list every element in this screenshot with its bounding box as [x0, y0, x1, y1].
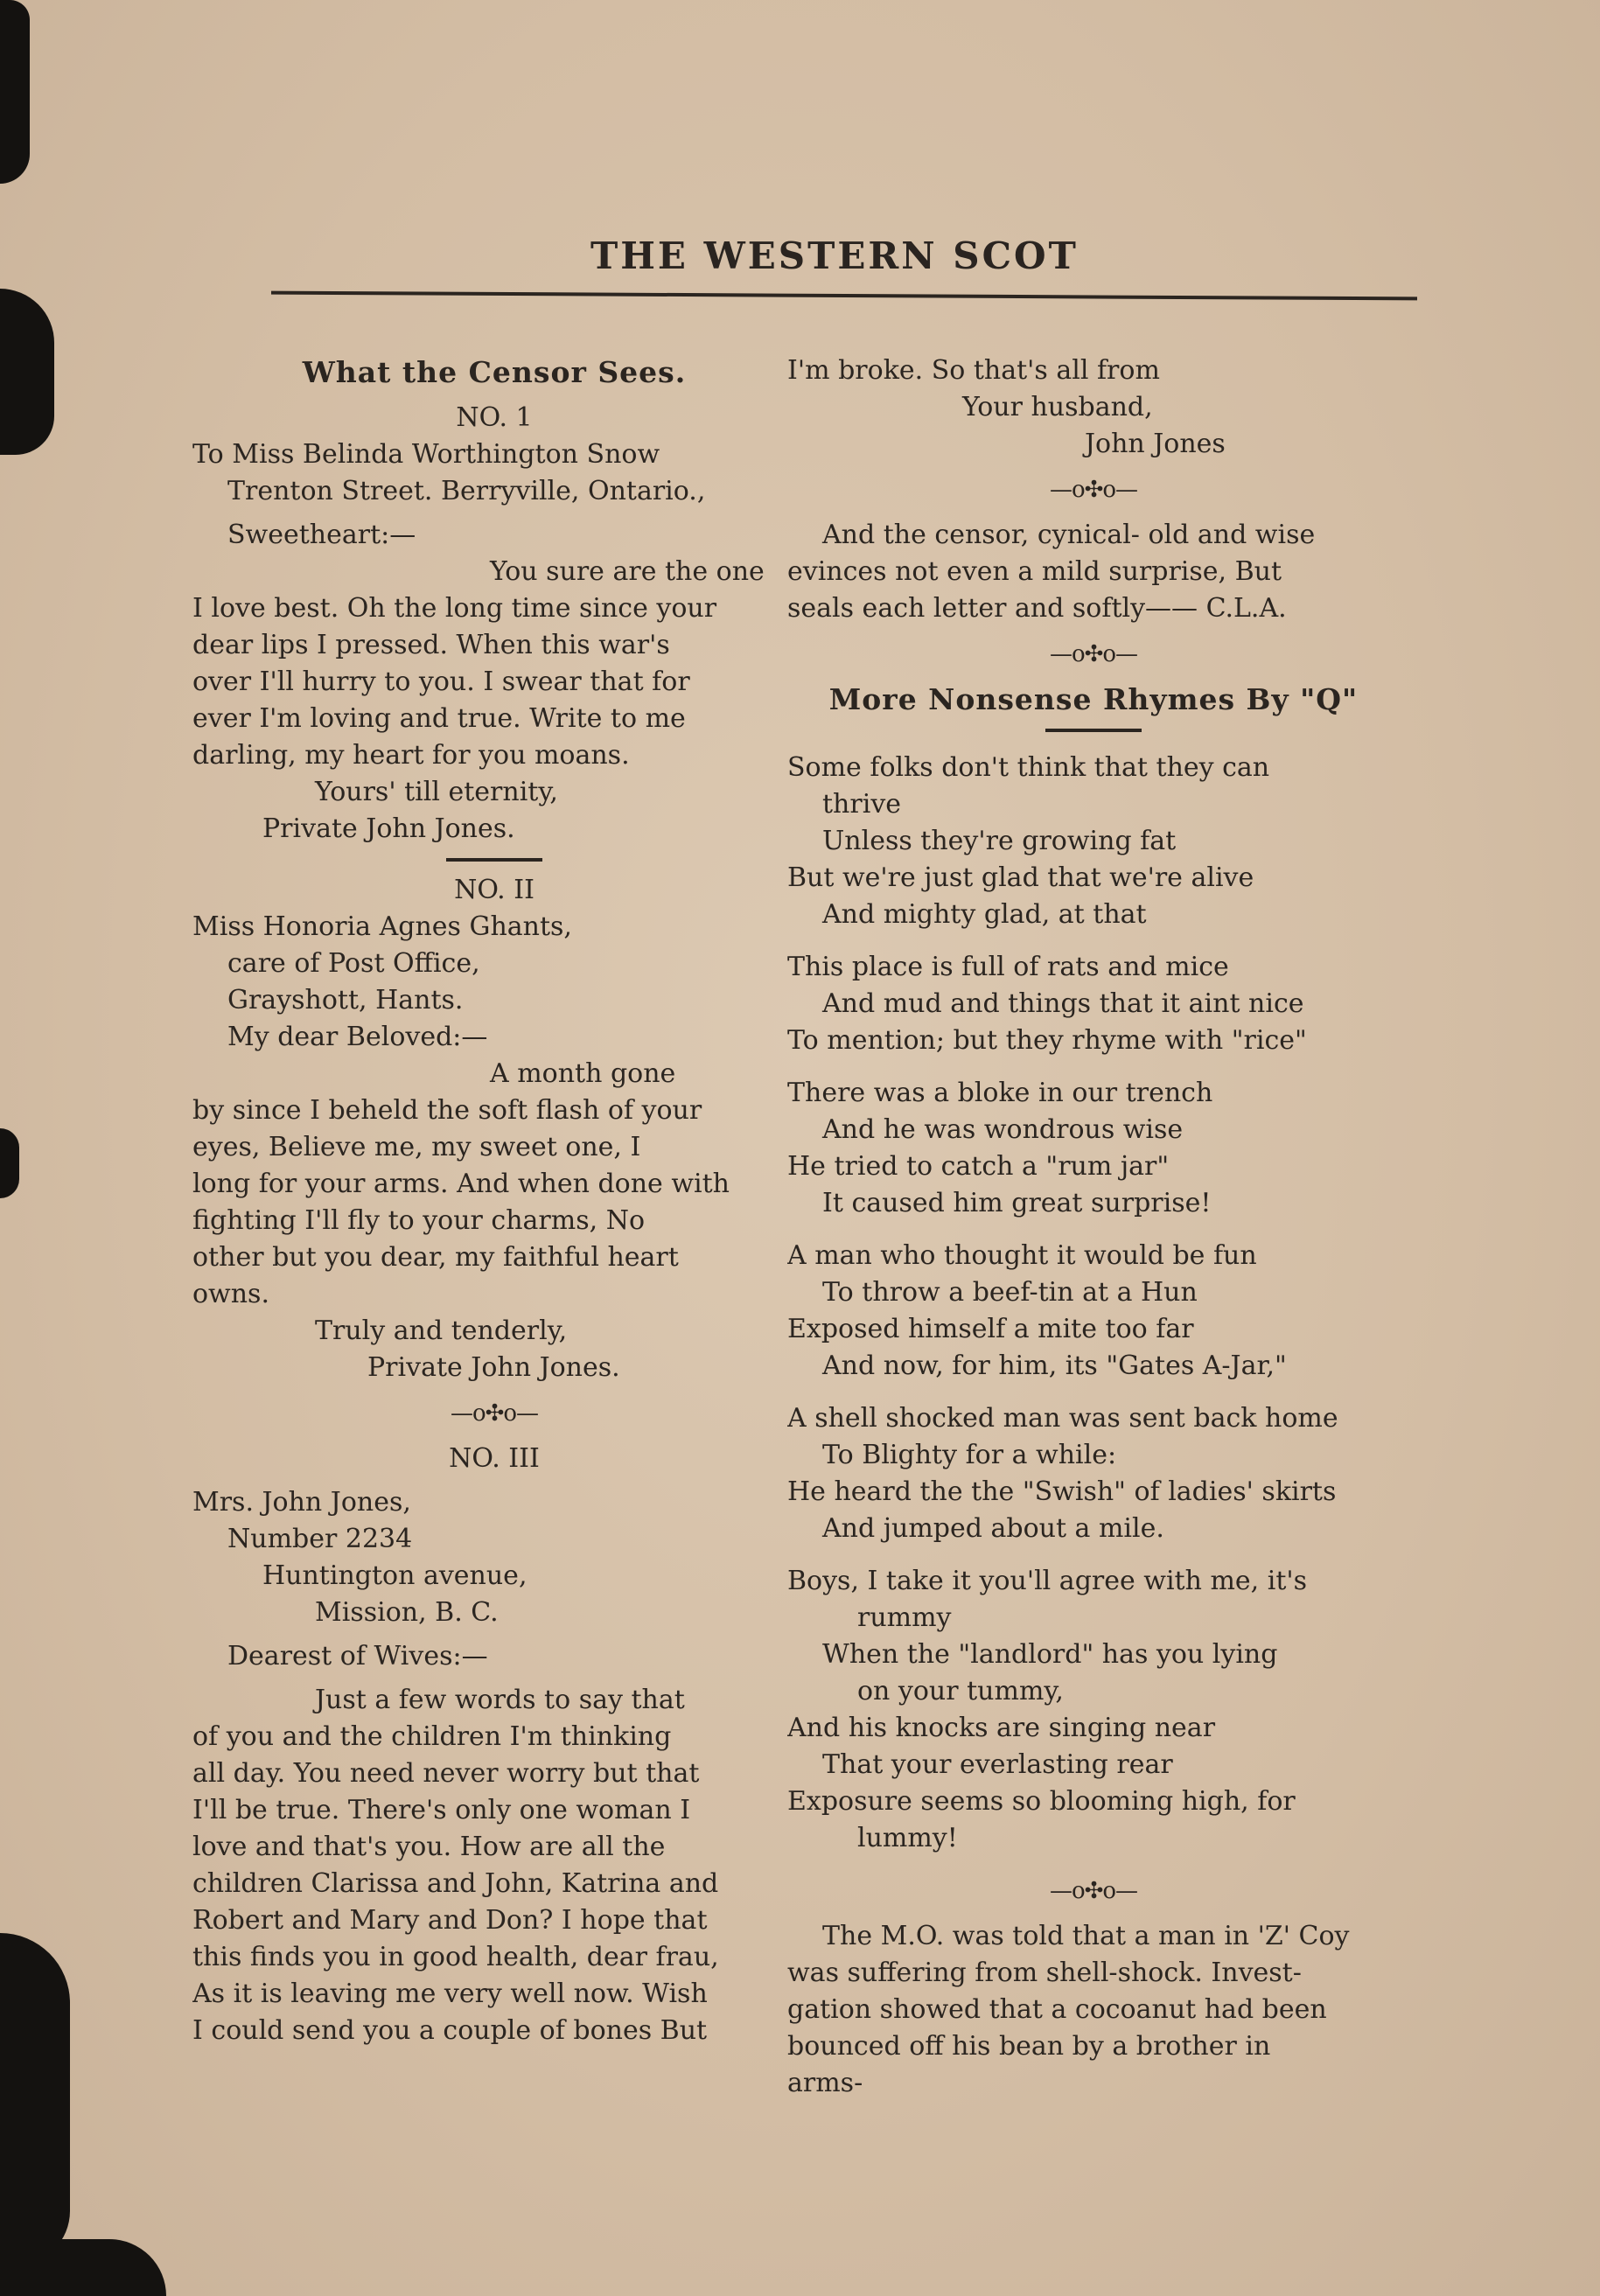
burn-mark-bottom: [0, 2239, 166, 2296]
letter-address-line: Miss Honoria Agnes Ghants,: [192, 911, 572, 942]
letter-body-line: owns.: [192, 1279, 269, 1309]
letter-body-line: love and that's you. How are all the: [192, 1832, 666, 1862]
letter-address-line: Mrs. John Jones,: [192, 1487, 411, 1518]
letter-address-line: Grayshott, Hants.: [227, 985, 464, 1015]
section-title-censor: What the Censor Sees.: [302, 355, 687, 389]
letter-continuation: Your husband,: [962, 392, 1153, 422]
separator-dash: [446, 858, 542, 862]
letter-address-line: Trenton Street. Berryville, Ontario.,: [227, 476, 706, 506]
rhyme-line: A man who thought it would be fun: [787, 1240, 1257, 1271]
letter-body-line: A month gone: [490, 1058, 676, 1089]
separator-dash: [1045, 729, 1142, 732]
header-rule: [271, 291, 1417, 301]
rhyme-line: A shell shocked man was sent back home: [787, 1403, 1338, 1434]
letter-number: NO. 1: [456, 402, 533, 433]
letter-body-line: children Clarissa and John, Katrina and: [192, 1868, 719, 1899]
rhyme-stanza: [787, 1400, 1400, 1547]
rhyme-line: But we're just glad that we're alive: [787, 862, 1254, 893]
paragraph-line: was suffering from shell-shock. Invest-: [787, 1958, 1302, 1988]
rhyme-line: To throw a beef-tin at a Hun: [822, 1277, 1198, 1308]
separator-ornament: —o✣o—: [1049, 1878, 1138, 1904]
rhyme-line: Unless they're growing fat: [822, 826, 1177, 856]
letter-salutation: Dearest of Wives:—: [227, 1641, 488, 1671]
letter-body-line: long for your arms. And when done with: [192, 1169, 730, 1199]
page-header: [262, 226, 1400, 331]
rhyme-line: Exposed himself a mite too far: [787, 1314, 1194, 1344]
letter-body-line: of you and the children I'm thinking: [192, 1721, 672, 1752]
rhyme-line: It caused him great surprise!: [822, 1188, 1212, 1218]
rhyme-stanza: [787, 1563, 1400, 1857]
letter-body-line: Just a few words to say that: [315, 1685, 685, 1715]
letter-continuation: I'm broke. So that's all from: [787, 355, 1160, 386]
letter-body-line: all day. You need never worry but that: [192, 1758, 700, 1789]
paragraph-line: gation showed that a cocoanut had been: [787, 1994, 1327, 2025]
rhyme-line: To Blighty for a while:: [822, 1440, 1117, 1470]
separator-ornament: —o✣o—: [1049, 477, 1138, 503]
letter-signature: Private John Jones.: [262, 813, 515, 844]
letter-body-line: I love best. Oh the long time since your: [192, 593, 717, 624]
letter-body-line: dear lips I pressed. When this war's: [192, 630, 670, 660]
rhyme-stanza: [787, 1075, 1400, 1222]
rhyme-line: Boys, I take it you'll agree with me, it's: [787, 1566, 1308, 1596]
rhyme-line: thrive: [822, 789, 902, 820]
rhyme-line: Exposure seems so blooming high, for: [787, 1786, 1296, 1817]
letter-number: NO. II: [454, 875, 534, 905]
letter-signature: Private John Jones.: [367, 1352, 620, 1383]
left-column: [192, 354, 796, 2049]
censor-verse-line: evinces not even a mild surprise, But: [787, 556, 1282, 587]
burn-mark-middle: [0, 1128, 19, 1198]
letter-body-line: I'll be true. There's only one woman I: [192, 1795, 691, 1825]
letter-3: [192, 1441, 796, 2049]
rhyme-line: He tried to catch a "rum jar": [787, 1151, 1170, 1182]
rhyme-line: That your everlasting rear: [822, 1749, 1173, 1780]
letter-signature: John Jones: [1085, 429, 1226, 459]
rhyme-line: on your tummy,: [857, 1676, 1064, 1706]
paragraph-line: The M.O. was told that a man in 'Z' Coy: [822, 1921, 1350, 1951]
letter-body-line: You sure are the one: [490, 556, 765, 587]
paragraph-line: bounced off his bean by a brother in: [787, 2031, 1271, 2062]
rhyme-stanza: [787, 949, 1400, 1059]
rhyme-line: This place is full of rats and mice: [787, 952, 1229, 982]
rhyme-line: There was a bloke in our trench: [787, 1078, 1213, 1108]
rhymes-verses: [787, 750, 1400, 1857]
rhyme-line: And jumped about a mile.: [822, 1513, 1164, 1544]
burn-mark-top: [0, 0, 30, 184]
letter-address-line: care of Post Office,: [227, 948, 480, 979]
letter-body-line: other but you dear, my faithful heart: [192, 1242, 679, 1273]
section-title-rhymes: More Nonsense Rhymes By "Q": [828, 682, 1359, 716]
separator-ornament: —o✣o—: [450, 1400, 539, 1427]
letter-salutation: Sweetheart:—: [227, 520, 416, 550]
rhyme-line: And he was wondrous wise: [822, 1114, 1184, 1145]
letter-body-line: by since I beheld the soft flash of your: [192, 1095, 702, 1126]
letter-body-line: ever I'm loving and true. Write to me: [192, 703, 686, 734]
censor-verse-line: seals each letter and softly—— C.L.A.: [787, 593, 1287, 624]
rhyme-line: lummy!: [857, 1823, 958, 1853]
right-column: [787, 354, 1400, 2102]
letter-body-line: over I'll hurry to you. I swear that for: [192, 666, 690, 697]
rhyme-line: He heard the the "Swish" of ladies' skirts: [787, 1476, 1337, 1507]
burn-mark-lower: [0, 1933, 70, 2265]
letter-address-line: Huntington avenue,: [262, 1560, 528, 1591]
burn-mark-upper: [0, 289, 54, 455]
rhyme-line: When the "landlord" has you lying: [822, 1639, 1278, 1670]
letter-address-line: Mission, B. C.: [315, 1597, 499, 1628]
masthead-title: THE WESTERN SCOT: [590, 234, 1079, 277]
letter-body-line: Robert and Mary and Don? I hope that: [192, 1905, 708, 1936]
rhyme-line: And now, for him, its "Gates A-Jar,": [822, 1350, 1287, 1381]
rhyme-line: And mud and things that it aint nice: [822, 988, 1304, 1019]
letter-body-line: eyes, Believe me, my sweet one, I: [192, 1132, 641, 1162]
letter-body-line: I could send you a couple of bones But: [192, 2015, 708, 2046]
rhyme-line: To mention; but they rhyme with "rice": [787, 1025, 1307, 1056]
letter-salutation: My dear Beloved:—: [227, 1022, 488, 1052]
letter-number: NO. III: [449, 1443, 540, 1474]
letter-closing: Yours' till eternity,: [315, 777, 558, 807]
censor-verse-line: And the censor, cynical- old and wise: [822, 520, 1316, 550]
separator-ornament: —o✣o—: [1049, 641, 1138, 667]
letter-body-line: this finds you in good health, dear frau,: [192, 1942, 719, 1972]
rhyme-line: rummy: [857, 1602, 952, 1633]
rhyme-line: And mighty glad, at that: [822, 899, 1147, 930]
letter-address-line: To Miss Belinda Worthington Snow: [192, 439, 660, 470]
paragraph-line: arms-: [787, 2068, 863, 2098]
rhyme-stanza: [787, 750, 1400, 933]
letter-closing: Truly and tenderly,: [315, 1315, 568, 1346]
letter-body-line: fighting I'll fly to your charms, No: [192, 1205, 646, 1236]
letter-body-line: darling, my heart for you moans.: [192, 740, 630, 771]
letter-body-line: As it is leaving me very well now. Wish: [192, 1978, 708, 2009]
rhyme-line: Some folks don't think that they can: [787, 752, 1270, 783]
shell-shock-paragraph: [787, 1918, 1400, 2102]
letter-2: [192, 872, 796, 1386]
rhyme-stanza: [787, 1238, 1400, 1385]
letter-1: [192, 400, 796, 848]
letter-address-line: Number 2234: [227, 1524, 413, 1554]
rhyme-line: And his knocks are singing near: [787, 1713, 1216, 1743]
